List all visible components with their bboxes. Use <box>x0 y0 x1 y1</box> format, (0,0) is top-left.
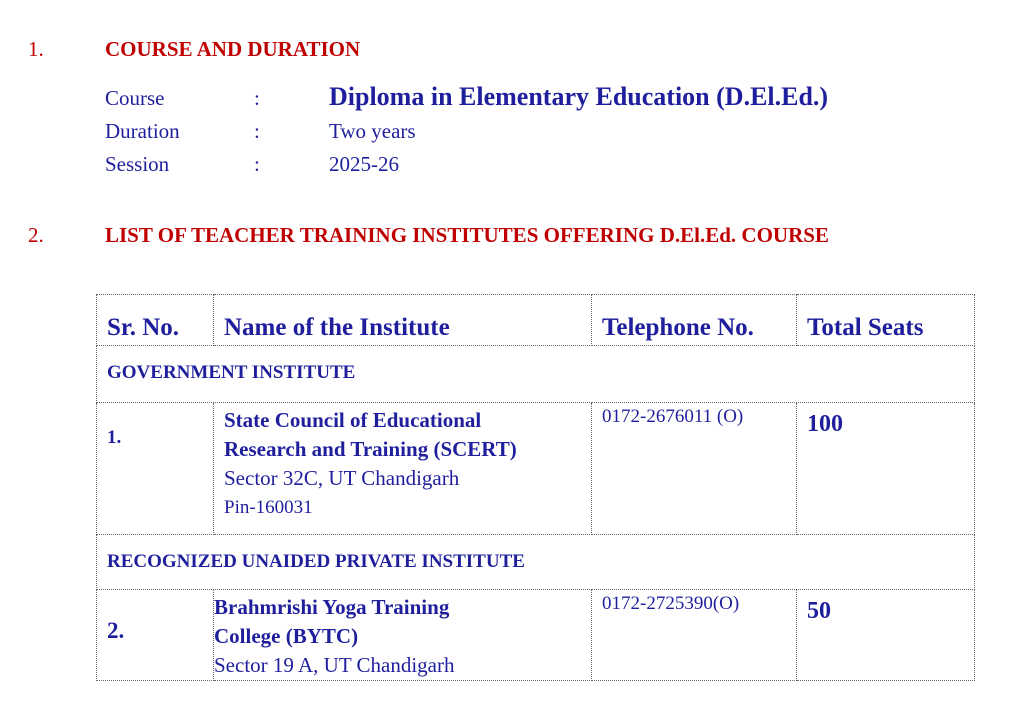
institutes-table <box>96 294 975 681</box>
row-1-sr-no: 1. <box>97 403 214 535</box>
table-row <box>97 590 975 681</box>
course-label: Course <box>105 86 165 110</box>
group-title-private: RECOGNIZED UNAIDED PRIVATE INSTITUTE <box>97 535 975 590</box>
session-separator: : <box>254 152 260 176</box>
section-1-number: 1. <box>28 37 44 61</box>
row-2-telephone: 0172-2725390(O) <box>592 590 797 681</box>
section-2-number: 2. <box>28 223 44 247</box>
duration-label: Duration <box>105 119 180 143</box>
duration-separator: : <box>254 119 260 143</box>
course-value: Diploma in Elementary Education (D.El.Ed.) <box>329 82 829 111</box>
course-separator: : <box>254 86 260 110</box>
duration-value: Two years <box>329 119 416 143</box>
session-label: Session <box>105 152 170 176</box>
table-row <box>97 403 975 535</box>
row-1-institute <box>214 403 592 535</box>
row-2-sr-no: 2. <box>97 590 214 681</box>
group-row-government <box>97 346 975 403</box>
row-2-address-line-1: Sector 19 A, UT Chandigarh <box>214 653 455 677</box>
row-2-name-line-2: College (BYTC) <box>214 624 359 648</box>
row-1-name-line-2: Research and Training (SCERT) <box>224 437 517 461</box>
row-2-institute <box>214 590 592 681</box>
row-1-address-line-2: Pin-160031 <box>224 497 313 518</box>
header-telephone: Telephone No. <box>592 295 797 346</box>
row-1-total-seats: 100 <box>797 403 975 535</box>
row-2-total-seats: 50 <box>797 590 975 681</box>
section-2-title: LIST OF TEACHER TRAINING INSTITUTES OFFERING D.El.Ed. COURSE <box>105 223 829 247</box>
row-1-telephone: 0172-2676011 (O) <box>592 403 797 535</box>
header-institute-name: Name of the Institute <box>214 295 592 346</box>
row-1-name-line-1: State Council of Educational <box>224 408 482 432</box>
table-header-row <box>97 295 975 346</box>
header-total-seats: Total Seats <box>797 295 975 346</box>
section-1-title: COURSE AND DURATION <box>105 37 361 61</box>
group-row-private <box>97 535 975 590</box>
group-title-government: GOVERNMENT INSTITUTE <box>97 346 975 403</box>
row-2-name-line-1: Brahmrishi Yoga Training <box>214 595 450 619</box>
row-1-address-line-1: Sector 32C, UT Chandigarh <box>224 466 460 490</box>
header-sr-no: Sr. No. <box>97 295 214 346</box>
session-value: 2025-26 <box>329 152 399 176</box>
